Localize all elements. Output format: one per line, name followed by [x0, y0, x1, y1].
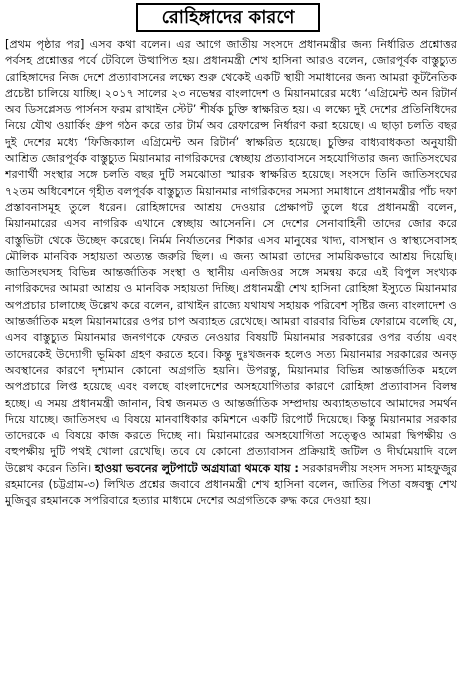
article-subheading: হাওয়া ভবনের লুটপাটে অগ্রযাত্রা থমকে যায় :: [94, 461, 299, 475]
article-text-continued: সরকারদলীয় সংসদ সদস্য মাহফুজুর রহমানের (চট্টগ্রাম-৩) লিখিত প্রশ্নের জবাবে প্রধানমন্ত্রী শেখ হাসিনা বলেন, জাতির পিতা বঙ্গবন্ধু শেখ মুজিবুর রহমানকে সপরিবারে হত্যার মাধ্যমে দেশের অগ্রগতিকে রুদ্ধ করে দেওয়া হয়।: [5, 461, 457, 508]
article-headline: রোহিঙ্গাদের কারণে: [136, 3, 320, 32]
article-paragraph: [5, 37, 457, 510]
article-text: এসব কথা বলেন। এর আগে জাতীয় সংসদে প্রধানমন্ত্রীর জন্য নির্ধারিত প্রশ্নোত্তর পর্বসহ প্রশ্নোত্তর পর্বে টেবিলে উত্থাপিত হয়। প্রধানমন্ত্রী শেখ হাসিনা আরও বলেন, জোরপূর্বক বাস্তুচ্যুত রোহিঙ্গাদের নিজ দেশে প্রত্যাবাসনের লক্ষ্যে শুরু থেকেই একটি স্থায়ী সমাধানের জন্য আমরা কূটনৈতিক প্রচেষ্টা চালিয়ে যাচ্ছি। ২০১৭ সালের ২৩ নভেম্বর বাংলাদেশ ও মিয়ানমারের মধ্যে ‘এগ্রিমেন্ট অন রিটার্ন অব ডিসপ্লেসড পার্সনস ফরম রাখাইন স্টেট’ শীর্ষক চুক্তি স্বাক্ষরিত হয়। এ লক্ষ্যে দুই দেশের প্রতিনিধিদের নিয়ে যৌথ ওয়ার্কিং গ্রুপ গঠন করে তার টার্ম অব রেফারেন্স নির্ধারণ করা হয়েছে। এ ছাড়া চলতি বছর দুই দেশের মধ্যে ‘ফিজিক্যাল এগ্রিমেন্ট অন রিটার্ন’ স্বাক্ষরিত হয়েছে। চুক্তির বাধ্যবাধকতা অনুযায়ী আশ্রিত জোরপূর্বক বাস্তুচ্যুত মিয়ানমার নাগরিকদের স্বেচ্ছায় প্রত্যাবাসনে সহযোগিতার জন্য জাতিসংঘের শরণার্থী সংস্থার সঙ্গে চলতি বছর দুটি সমঝোতা স্মারক স্বাক্ষরিত হয়েছে। সংসদে তিনি জাতিসংঘের ৭২তম অধিবেশনে গৃহীত বলপূর্বক বাস্তুচ্যুত মিয়ানমার নাগরিকদের সমস্যা সমাধানে প্রধানমন্ত্রীর পাঁচ দফা প্রস্তাবনাসমূহ তুলে ধরেন। রোহিঙ্গাদের আশ্রয় দেওয়ার প্রেক্ষাপট তুলে ধরে প্রধানমন্ত্রী বলেন, মিয়ানমারের এসব নাগরিক এখানে স্বেচ্ছায় আসেননি। সে দেশের সেনাবাহিনী তাদের জোর করে বাস্তুভিটা থেকে উচ্ছেদ করেছে। নির্মম নির্যাতনের শিকার এসব মানুষের খাদ্য, বাসস্থান ও স্বাস্থ্যসেবাসহ মৌলিক মানবিক সহায়তা অত্যন্ত জরুরি ছিল। এ জন্য আমরা তাদের সাময়িকভাবে আশ্রয় দিয়েছি। জাতিসংঘসহ বিভিন্ন আন্তর্জাতিক সংস্থা ও স্থানীয় এনজিওর সঙ্গে সমন্বয় করে এই বিপুল সংখ্যক নাগরিকদের আমরা আশ্রয় ও মানবিক সহায়তা দিচ্ছি। প্রধানমন্ত্রী শেখ হাসিনা রোহিঙ্গা ইস্যুতে মিয়ানমার অপপ্রচার চালাচ্ছে উল্লেখ করে বলেন, রাখাইন রাজ্যে যথাযথ সহায়ক পরিবেশ সৃষ্টির জন্য বাংলাদেশ ও আন্তর্জাতিক মহল মিয়ানমারের ওপর চাপ অব্যাহত রেখেছে। আমরা বারবার বিভিন্ন ফোরামে বলেছি যে, এসব বাস্তুচ্যুত মিয়ানমার জনগণকে ফেরত নেওয়ার বিষয়টি মিয়ানমার সরকারের ওপর বর্তায় এবং তাদেরকেই উদ্যোগী ভূমিকা গ্রহণ করতে হবে। কিন্তু দুঃখজনক হলেও সত্য মিয়ানমার সরকারের অনড় অবস্থানের কারণে দৃশ্যমান কোনো অগ্রগতি হয়নি। উপরন্তু, মিয়ানমার বিভিন্ন আন্তর্জাতিক মহলে অপপ্রচারে লিপ্ত হয়েছে এবং বলছে বাংলাদেশের অসহযোগিতার কারণে রোহিঙ্গা প্রত্যাবাসন বিলম্ব হচ্ছে। এ সময় প্রধানমন্ত্রী জানান, বিশ্ব জনমত ও আন্তর্জাতিক সম্প্রদায় অব্যাহতভাবে আমাদের সমর্থন দিয়ে যাচ্ছে। জাতিসংঘ এ বিষয়ে মানবাধিকার কমিশনে একটি রিপোর্ট দিয়েছে। কিন্তু মিয়ানমার সরকার তাদেরকে এ বিষয়ে কাজ করতে দিচ্ছে না। মিয়ানমারের অসহযোগিতা সত্ত্বেও আমরা দ্বিপক্ষীয় ও বহুপক্ষীয় দুটি পথই খোলা রেখেছি। তবে যে কোনো প্রত্যাবাসন প্রক্রিয়াই জটিল ও দীর্ঘমেয়াদি বলে উল্লেখ করেন তিনি।: [5, 38, 457, 475]
continued-from-front-page-label: [প্রথম পৃষ্ঠার পর]: [5, 38, 85, 51]
article-body: [5, 37, 457, 677]
